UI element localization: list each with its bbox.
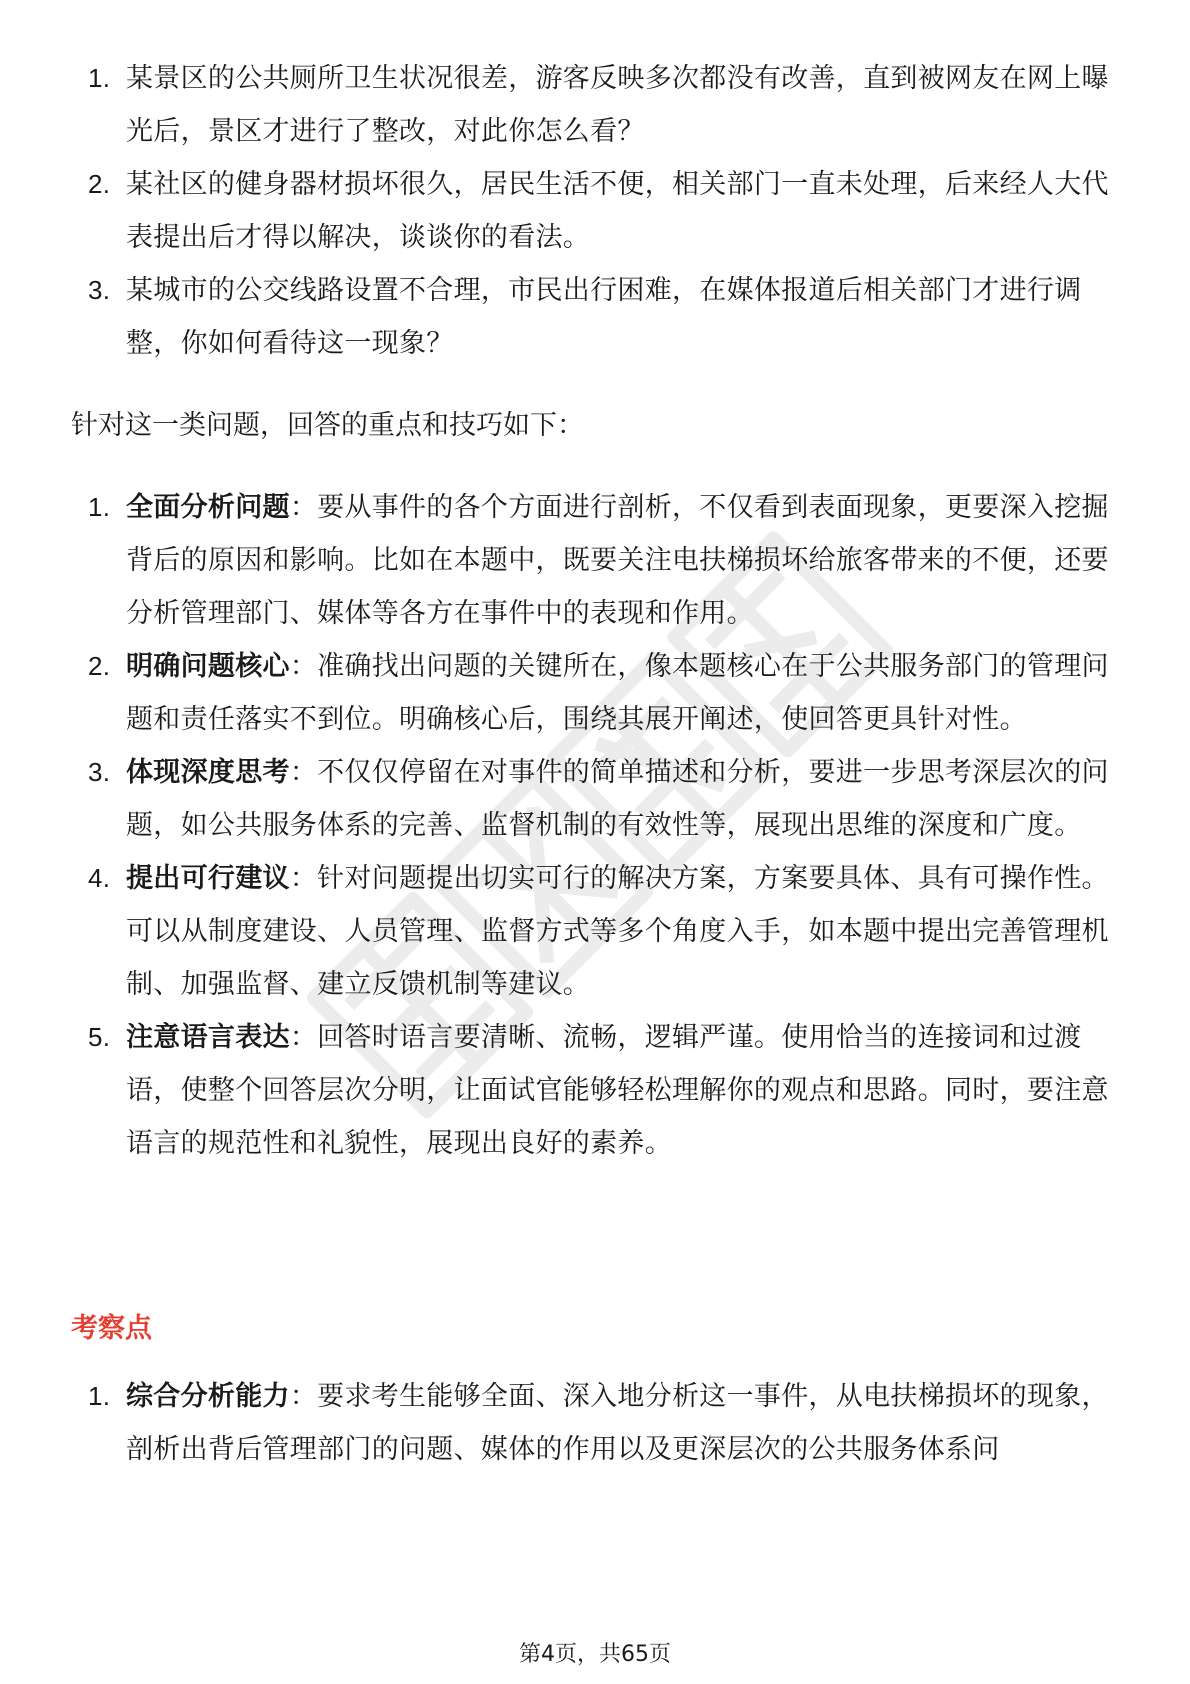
- question-text: 某社区的健身器材损坏很久，居民生活不便，相关部门一直未处理，后来经人大代表提出后才得以解决，谈谈你的看法。: [126, 169, 1109, 253]
- tip-text: ：不仅仅停留在对事件的简单描述和分析，要进一步思考深层次的问题，如公共服务体系的完善、监督机制的有效性等，展现出思维的深度和广度。: [126, 757, 1109, 841]
- intro-paragraph: 针对这一类问题，回答的重点和技巧如下：: [71, 410, 584, 441]
- question-item: [78, 264, 1118, 370]
- tip-item: [78, 481, 1118, 640]
- question-list: [78, 52, 1118, 370]
- question-text: 某景区的公共厕所卫生状况很差，游客反映多次都没有改善，直到被网友在网上曝光后，景区才进行了整改，对此你怎么看？: [126, 63, 1109, 147]
- tip-item: [78, 746, 1118, 852]
- point-title: 综合分析能力: [126, 1381, 290, 1412]
- tip-title: 全面分析问题: [126, 492, 290, 523]
- question-item: [78, 158, 1118, 264]
- list-number: 1.: [88, 492, 111, 522]
- tip-title: 体现深度思考: [126, 757, 290, 788]
- list-number: 3.: [88, 757, 111, 787]
- list-number: 2.: [88, 651, 111, 681]
- section-heading: 考察点: [71, 1313, 152, 1344]
- tip-text: ：针对问题提出切实可行的解决方案，方案要具体、具有可操作性。可以从制度建设、人员管理、监督方式等多个角度入手，如本题中提出完善管理机制、加强监督、建立反馈机制等建议。: [126, 863, 1109, 1000]
- tip-text: ：回答时语言要清晰、流畅，逻辑严谨。使用恰当的连接词和过渡语，使整个回答层次分明，让面试官能够轻松理解你的观点和思路。同时，要注意语言的规范性和礼貌性，展现出良好的素养。: [126, 1022, 1109, 1159]
- point-item: [78, 1370, 1118, 1476]
- tip-text: ：要从事件的各个方面进行剖析，不仅看到表面现象，更要深入挖掘背后的原因和影响。比如在本题中，既要关注电扶梯损坏给旅客带来的不便，还要分析管理部门、媒体等各方在事件中的表现和作用。: [126, 492, 1109, 629]
- point-text: ：要求考生能够全面、深入地分析这一事件，从电扶梯损坏的现象，剖析出背后管理部门的问题、媒体的作用以及更深层次的公共服务体系问: [126, 1381, 1109, 1465]
- page-footer: 第4页，共65页: [519, 1642, 671, 1667]
- tip-title: 明确问题核心: [126, 651, 290, 682]
- list-number: 4.: [88, 863, 111, 893]
- question-text: 某城市的公交线路设置不合理，市民出行困难，在媒体报道后相关部门才进行调整，你如何看待这一现象？: [126, 275, 1082, 359]
- list-number: 1.: [88, 63, 111, 93]
- tip-text: ：准确找出问题的关键所在，像本题核心在于公共服务部门的管理问题和责任落实不到位。明确核心后，围绕其展开阐述，使回答更具针对性。: [126, 651, 1109, 735]
- list-number: 3.: [88, 275, 111, 305]
- tip-title: 提出可行建议: [126, 863, 290, 894]
- question-item: [78, 52, 1118, 158]
- tips-list: [78, 481, 1118, 1170]
- tip-item: [78, 640, 1118, 746]
- list-number: 1.: [88, 1381, 111, 1411]
- list-number: 5.: [88, 1022, 111, 1052]
- list-number: 2.: [88, 169, 111, 199]
- points-list: [78, 1370, 1118, 1476]
- tip-item: [78, 852, 1118, 1011]
- tip-item: [78, 1011, 1118, 1170]
- tip-title: 注意语言表达: [126, 1022, 290, 1053]
